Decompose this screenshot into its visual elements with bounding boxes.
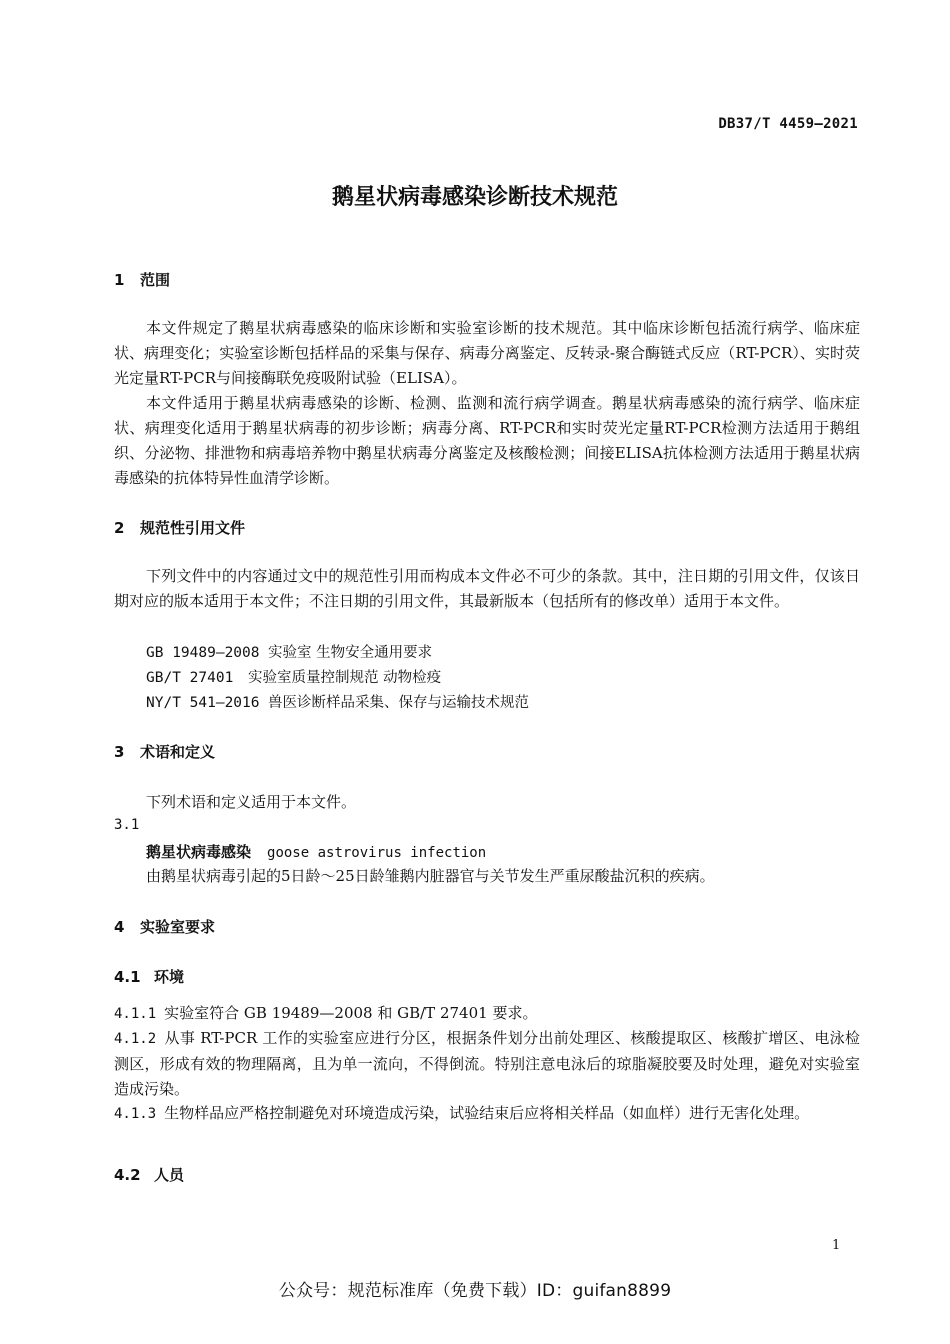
reference-item [146,691,529,712]
footer-watermark: 公众号：规范标准库（免费下载）ID：guifan8899 [278,1281,672,1301]
clause-number: 4.1.2 [114,1031,157,1047]
section-4-heading [114,916,215,937]
term-chinese: 鹅星状病毒感染 [146,843,252,861]
clause-text: 从事 RT-PCR 工作的实验室应进行分区，根据条件划分出前处理区、核酸提取区、核酸扩增区、电泳检测区，形成有效的物理隔离，且为单一流向，不得倒流。特别注意电泳后的琼脂凝胶要及时处理，避免对实验室造成污染。 [114,1029,860,1098]
section-title: 规范性引用文件 [140,519,246,537]
section-title: 实验室要求 [140,918,216,936]
term-english: goose astrovirus infection [267,845,487,861]
normative-intro: 下列文件中的内容通过文中的规范性引用而构成本文件必不可少的条款。其中，注日期的引用文件，仅该日期对应的版本适用于本文件；不注日期的引用文件，其最新版本（包括所有的修改单）适用于本文件。 [114,567,860,610]
section-1-heading [114,269,170,290]
clause-number: 4.1.1 [114,1006,157,1022]
section-number: 2 [114,519,125,537]
terms-intro: 下列术语和定义适用于本文件。 [146,793,357,811]
subsection-number: 4.2 [114,1166,141,1184]
section-2-heading [114,517,245,538]
scope-paragraph-1: 本文件规定了鹅星状病毒感染的临床诊断和实验室诊断的技术规范。其中临床诊断包括流行病学、临床症状、病理变化；实验室诊断包括样品的采集与保存、病毒分离鉴定、反转录-聚合酶链式反应（RT-PCR）、实时荧光定量RT-PCR与间接酶联免疫吸附试验（ELISA）。 [114,319,860,387]
scope-paragraph-2: 本文件适用于鹅星状病毒感染的诊断、检测、监测和流行病学调查。鹅星状病毒感染的流行病学、临床症状、病理变化适用于鹅星状病毒的初步诊断；病毒分离、RT-PCR和实时荧光定量RT-PCR检测方法适用于鹅组织、分泌物、排泄物和病毒培养物中鹅星状病毒分离鉴定及核酸检测；间接ELISA抗体检测方法适用于鹅星状病毒感染的抗体特异性血清学诊断。 [114,394,860,487]
subsection-title: 人员 [154,1166,185,1184]
subsection-number: 4.1 [114,968,141,986]
reference-title: 兽医诊断样品采集、保存与运输技术规范 [268,695,529,711]
subsection-title: 环境 [154,968,185,986]
document-title: 鹅星状病毒感染诊断技术规范 [331,185,618,210]
clause-4-1-2 [114,1026,860,1102]
reference-code: GB 19489—2008 [146,645,260,661]
term-number: 3.1 [114,817,140,833]
clause-text: 生物样品应严格控制避免对环境造成污染，试验结束后应将相关样品（如血样）进行无害化处理。 [164,1104,810,1122]
clause-4-1-3 [114,1101,860,1127]
reference-title: 实验室 生物安全通用要求 [268,645,433,661]
section-number: 3 [114,743,125,761]
section-number: 4 [114,918,125,936]
subsection-4-2-heading [114,1164,184,1185]
reference-code: GB/T 27401 [146,670,234,686]
subsection-4-1-heading [114,966,184,987]
clause-4-1-1 [114,1001,860,1027]
section-number: 1 [114,271,125,289]
page-number: 1 [832,1238,841,1253]
section-title: 术语和定义 [140,743,216,761]
standard-code: DB37/T 4459—2021 [718,116,858,132]
term-entry [146,841,486,862]
section-title: 范围 [140,271,171,289]
reference-item [146,666,441,687]
clause-text: 实验室符合 GB 19489—2008 和 GB/T 27401 要求。 [164,1004,538,1022]
clause-number: 4.1.3 [114,1106,157,1122]
reference-item [146,641,432,662]
reference-code: NY/T 541—2016 [146,695,260,711]
reference-title: 实验室质量控制规范 动物检疫 [248,670,442,686]
term-definition: 由鹅星状病毒引起的5日龄～25日龄雏鹅内脏器官与关节发生严重尿酸盐沉积的疾病。 [146,867,715,885]
section-3-heading [114,741,215,762]
